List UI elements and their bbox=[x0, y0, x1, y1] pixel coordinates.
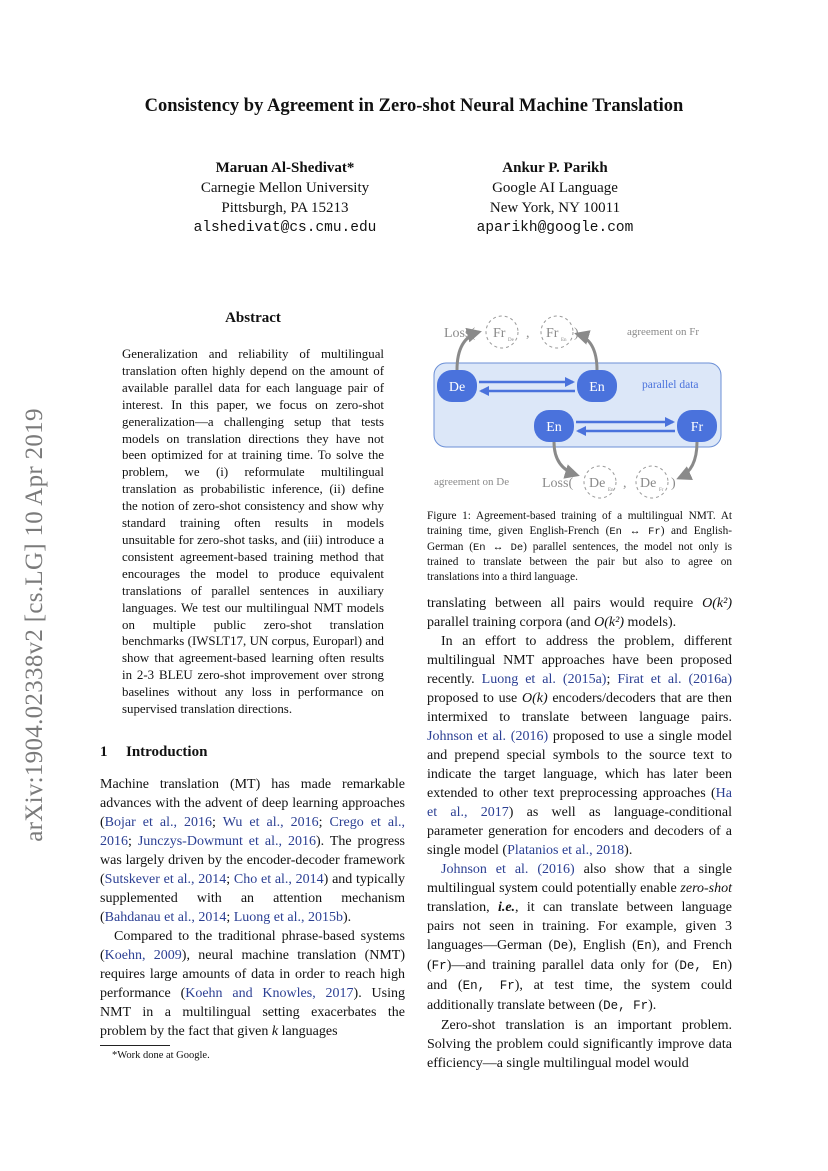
paragraph: Zero-shot translation is an important problem. Solving the problem could significantly improve data efficiency—a single multilingual model would bbox=[427, 1018, 732, 1071]
footnote: *Work done at Google. bbox=[112, 1050, 210, 1061]
agreement-de-label: agreement on De bbox=[434, 476, 510, 488]
paragraph: Machine translation (MT) has made remarkable advances with the advent of deep learning approaches (Bojar et al., 2016; Wu et al., 2016; Crego et al., 2016; Junczys-Dowmunt et al., 2016). The progress was largely driven by the encoder-decoder framework (Sutskever et al., 2014; Cho et al., 2014) and typically supplemented with an attention mechanism (Bahdanau et al., 2014; Luong et al., 2015b). bbox=[100, 777, 406, 925]
citation[interactable]: Sutskever et al., 2014 bbox=[104, 872, 227, 887]
figure-1-diagram bbox=[427, 310, 732, 500]
de-label: De bbox=[640, 476, 657, 491]
citation[interactable]: Bahdanau et al., 2014 bbox=[104, 910, 227, 925]
de-label: De bbox=[589, 476, 606, 491]
paragraph: Johnson et al. (2016) also show that a single multilingual system could potentially enable zero-shot translation, i.e., it can translate between language pairs not seen in training. For example, given 3 languages—German (De), English (En), and French (Fr)—and training parallel data only for (De, En) and (En, Fr), at test time, the system could additionally translate between (De, Fr). bbox=[427, 862, 733, 1013]
citation[interactable]: Firat et al. (2016a) bbox=[617, 672, 733, 687]
section-heading bbox=[100, 744, 207, 761]
citation[interactable]: Johnson et al. (2016) bbox=[441, 862, 575, 877]
de-sub-label: En bbox=[608, 488, 614, 493]
paper-title: Consistency by Agreement in Zero-shot Neural Machine Translation bbox=[144, 96, 684, 116]
citation[interactable]: Johnson et al. (2016) bbox=[427, 729, 549, 744]
node-de-label: De bbox=[448, 380, 466, 395]
de-sub-label: Fr bbox=[659, 488, 664, 493]
agreement-fr-label: agreement on Fr bbox=[627, 326, 700, 338]
fr-sub-label: De bbox=[508, 338, 514, 343]
citation[interactable]: Koehn, 2009 bbox=[104, 948, 182, 963]
intro-left-column bbox=[100, 775, 405, 1041]
author-location: Pittsburgh, PA 15213 bbox=[221, 200, 349, 216]
figure-1-caption: Figure 1: Agreement-based training of a multilingual NMT. At training time, given English-French (En ↔ Fr) and English-German (En ↔ De) parallel sentences, the model not only is trained to translate between the pair but also to agree on translations into a third language. bbox=[427, 510, 732, 584]
section-number: 1 bbox=[100, 744, 108, 760]
node-en-label: En bbox=[546, 420, 562, 435]
close-paren: ) bbox=[574, 326, 579, 341]
comma: , bbox=[623, 476, 627, 491]
citation[interactable]: Bojar et al., 2016 bbox=[104, 815, 213, 830]
citation[interactable]: Luong et al. (2015a) bbox=[481, 672, 607, 687]
parallel-data-box bbox=[434, 363, 721, 447]
author-name: Maruan Al-Shedivat* bbox=[215, 160, 355, 176]
loss-label-bottom: Loss( bbox=[542, 476, 574, 491]
intro-right-column bbox=[427, 594, 732, 1073]
loss-label-top: Loss( bbox=[444, 326, 476, 341]
author-affiliation: Carnegie Mellon University bbox=[200, 180, 370, 196]
node-fr-label: Fr bbox=[690, 420, 704, 435]
citation[interactable]: Luong et al., 2015b bbox=[233, 910, 344, 925]
close-paren: ) bbox=[671, 476, 676, 491]
citation[interactable]: Junczys-Dowmunt et al., 2016 bbox=[137, 834, 316, 849]
author-block-2 bbox=[420, 158, 690, 238]
arxiv-identifier: arXiv:1904.02338v2 [cs.LG] 10 Apr 2019 bbox=[21, 408, 48, 842]
citation[interactable]: Crego et al., 2016 bbox=[100, 815, 406, 849]
abstract-heading: Abstract bbox=[225, 310, 281, 326]
arxiv-sidebar bbox=[10, 365, 60, 885]
author-email[interactable]: alshedivat@cs.cmu.edu bbox=[193, 220, 377, 236]
abstract-text: Generalization and reliability of multilingual translation often highly depend on the amount of available parallel data for each language pair of interest. In this paper, we focus on zero-shot generalization—a challenging setup that tests models on translation directions they have not been optimized for at training time. To solve the problem, we (i) reformulate multilingual translation as probabilistic inference, (ii) define the notion of zero-shot consistency and show why standard training often results in models unsuitable for zero-shot tasks, and (iii) introduce a consistent agreement-based training method that encourages the model to produce equivalent translations of parallel sentences in auxiliary languages. We test our multilingual NMT models on multiple public zero-shot translation benchmarks (IWSLT17, UN corpus, Europarl) and show that agreement-based learning often results in 2-3 BLEU zero-shot improvement over strong baselines without any loss in performance on supervised translation directions. bbox=[122, 347, 384, 717]
paragraph: translating between all pairs would require O(k²) parallel training corpora (and O(k²) models). bbox=[427, 596, 732, 630]
paragraph: Compared to the traditional phrase-based systems (Koehn, 2009), neural machine translation (NMT) requires large amounts of data in order to reach high performance (Koehn and Knowles, 2017). Using NMT in a multilingual setting exacerbates the problem by the fact that given k languages bbox=[100, 929, 405, 1039]
section-title: Introduction bbox=[126, 744, 208, 760]
author-block-1 bbox=[150, 158, 420, 238]
comma: , bbox=[526, 326, 530, 341]
author-location: New York, NY 10011 bbox=[489, 200, 621, 216]
node-en-label: En bbox=[589, 380, 605, 395]
fr-sub-label: En bbox=[561, 338, 567, 343]
citation[interactable]: Ha et al., 2017 bbox=[427, 786, 732, 820]
fr-label: Fr bbox=[493, 326, 506, 341]
parallel-data-label: parallel data bbox=[642, 379, 699, 391]
paragraph: In an effort to address the problem, different multilingual NMT approaches have been proposed recently. Luong et al. (2015a); Firat et al. (2016a) proposed to use O(k) encoders/decoders that are then intermixed to translate between language pairs. Johnson et al. (2016) proposed to use a single model and prepend special symbols to the source text to indicate the target language, which has later been extended to other text preprocessing approaches (Ha et al., 2017) as well as language-conditional parameter generation for encoders and decoders of a single model (Platanios et al., 2018). bbox=[427, 634, 733, 858]
author-name: Ankur P. Parikh bbox=[502, 160, 608, 176]
citation[interactable]: Koehn and Knowles, 2017 bbox=[185, 986, 354, 1001]
author-affiliation: Google AI Language bbox=[492, 180, 618, 196]
citation[interactable]: Cho et al., 2014 bbox=[233, 872, 324, 887]
author-email[interactable]: aparikh@google.com bbox=[476, 220, 634, 236]
footnote-rule bbox=[100, 1045, 170, 1046]
citation[interactable]: Platanios et al., 2018 bbox=[507, 843, 625, 858]
citation[interactable]: Wu et al., 2016 bbox=[222, 815, 319, 830]
fr-label: Fr bbox=[546, 326, 559, 341]
